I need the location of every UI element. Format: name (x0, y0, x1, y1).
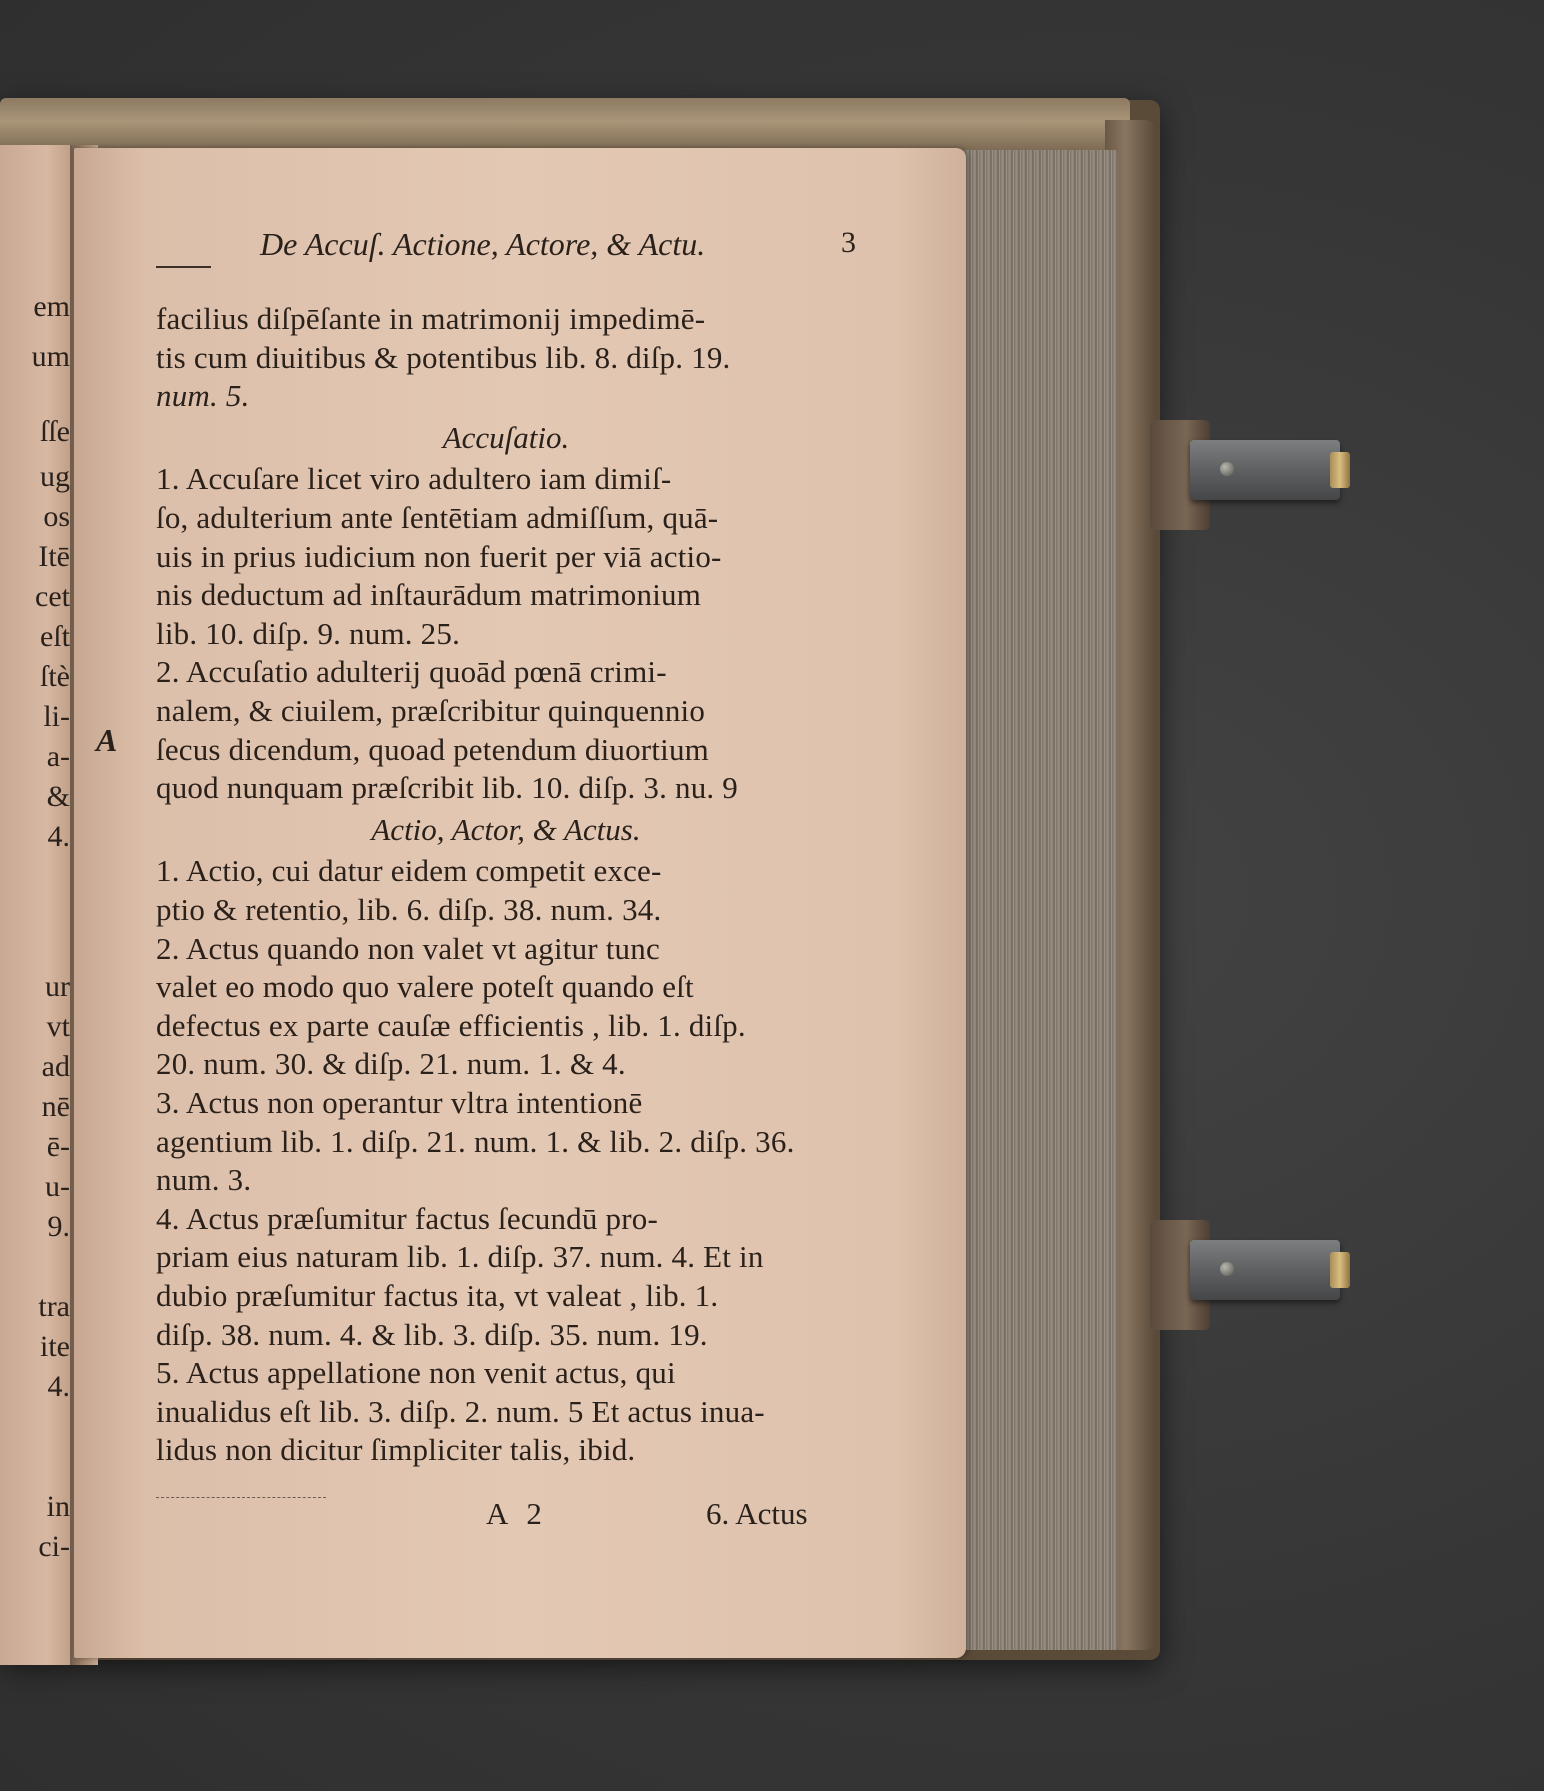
left-page-line: vt (46, 1010, 70, 1043)
left-page-line: ug (40, 460, 70, 493)
left-page-line: li- (43, 700, 70, 733)
text-line: agentium lib. 1. diſp. 21. num. 1. & lib. 2. diſp. 36. (156, 1123, 795, 1159)
text-line: nis deductum ad inſtaurādum matrimonium (156, 577, 702, 613)
text-line: valet eo modo quo valere poteſt quando eſt (156, 969, 694, 1005)
clasp-plate (1190, 1240, 1340, 1300)
text-line: num. 5. (156, 378, 250, 414)
left-page-line: cet (35, 580, 70, 613)
text-line: 2. Accuſatio adulterij quoād pœnā crimi- (156, 654, 667, 690)
left-page-line: ē- (46, 1130, 70, 1163)
text-line: dubio præſumitur factus ita, vt valeat , lib. 1. (156, 1278, 719, 1313)
clasp-hook-icon (1330, 1252, 1350, 1288)
clasp-upper[interactable] (1150, 410, 1350, 530)
text-line: quod nunquam præſcribit lib. 10. diſp. 3. nu. 9 (156, 770, 739, 806)
left-page-line: eſt (40, 620, 70, 653)
left-page-line: os (43, 500, 70, 533)
text-line: 1. Actio, cui datur eidem competit exce- (156, 853, 662, 889)
left-page-line: ad (41, 1050, 70, 1083)
text-line: num. 3. (156, 1162, 252, 1198)
header-rule (156, 266, 211, 268)
left-page-line: 9. (47, 1210, 70, 1243)
clasp-plate (1190, 440, 1340, 500)
rivet-icon (1220, 1262, 1234, 1276)
left-page-line: ci- (38, 1530, 70, 1563)
text-line: lib. 10. diſp. 9. num. 25. (156, 615, 461, 651)
left-page-line: um (31, 340, 70, 373)
left-page-line: 4. (47, 820, 70, 853)
text-line: tis cum diuitibus & potentibus lib. 8. diſp. 19. (156, 339, 731, 375)
left-page-line: a- (46, 740, 70, 773)
left-page-line: nē (41, 1090, 70, 1123)
running-header (156, 226, 856, 270)
text-line: defectus ex parte cauſæ efficientis , lib. 1. diſp. (156, 1007, 746, 1043)
text-line: ſecus dicendum, quoad petendum diuortium (156, 731, 709, 767)
left-page-line: ur (45, 970, 70, 1003)
clasp-lower[interactable] (1150, 1210, 1350, 1330)
section-heading: Actio, Actor, & Actus. (371, 811, 641, 847)
book-cover-top-edge (0, 98, 1130, 150)
text-line: 4. Actus præſumitur factus ſecundū pro- (156, 1200, 658, 1236)
left-page-line: & (46, 780, 70, 813)
text-line: 2. Actus quando non valet vt agitur tunc (156, 930, 660, 966)
page-stack-fore-edge (958, 150, 1118, 1650)
text-line: 1. Accuſare licet viro adultero iam dimiſ- (156, 461, 672, 497)
left-page-line: ſſe (40, 415, 70, 448)
text-line: facilius diſpēſante in matrimonij impedimē- (156, 301, 706, 336)
signature-mark: A 2 (486, 1496, 548, 1531)
left-page-line: u- (45, 1170, 70, 1203)
left-page-line: in (46, 1490, 70, 1523)
text-line: diſp. 38. num. 4. & lib. 3. diſp. 35. num. 19. (156, 1316, 708, 1352)
text-line: inualidus eſt lib. 3. diſp. 2. num. 5 Et actus inua- (156, 1393, 765, 1429)
text-line: 5. Actus appellatione non venit actus, qui (156, 1355, 676, 1391)
left-page-line: tra (38, 1290, 70, 1323)
left-page-line: Itē (38, 540, 70, 573)
text-line: nalem, & ciuilem, præſcribitur quinquennio (156, 693, 706, 728)
left-page-line: ſtè (40, 660, 70, 693)
page-number: 3 (841, 226, 856, 259)
rivet-icon (1220, 462, 1234, 476)
left-page-line: ite (40, 1330, 70, 1363)
footer-rule (156, 1497, 326, 1499)
text-line: 20. num. 30. & diſp. 21. num. 1. & 4. (156, 1046, 626, 1082)
left-page-line: em (33, 290, 70, 323)
text-line: ptio & retentio, lib. 6. diſp. 38. num. 34. (156, 892, 662, 927)
text-line: uis in prius iudicium non fuerit per viā actio- (156, 538, 722, 574)
clasp-hook-icon (1330, 452, 1350, 488)
margin-annotation: A (96, 722, 118, 758)
text-line: priam eius naturam lib. 1. diſp. 37. num. 4. Et in (156, 1239, 764, 1275)
catchword: 6. Actus (706, 1496, 808, 1531)
running-title: De Accuſ. Actione, Actore, & Actu. (260, 226, 706, 262)
text-line: lidus non dicitur ſimpliciter talis, ibid. (156, 1432, 636, 1468)
section-heading: Accuſatio. (442, 419, 570, 455)
left-page-line: 4. (47, 1370, 70, 1403)
text-line: ſo, adulterium ante ſentētiam admiſſum, quā- (156, 500, 719, 535)
text-line: 3. Actus non operantur vltra intentionē (156, 1085, 643, 1120)
